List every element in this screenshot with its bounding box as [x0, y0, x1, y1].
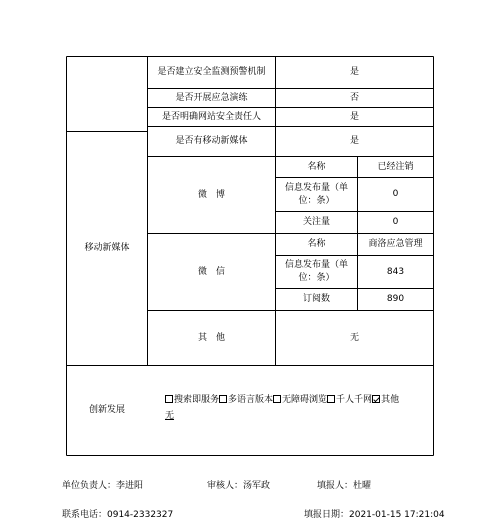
wechat-posts-value: 843 — [386, 266, 405, 277]
new-media-value: 是 — [349, 136, 359, 146]
other-label: 其 他 — [197, 332, 225, 343]
contact-phone: 联系电话：0914-2332327 — [62, 510, 174, 520]
early-warning-value: 是 — [349, 67, 359, 77]
fill-date: 填报日期：2021-01-15 17:21:04 — [304, 510, 445, 520]
reviewer: 审核人：汤军政 — [207, 481, 271, 491]
new-media-label: 是否有移动新媒体 — [175, 136, 248, 146]
checkbox-icon — [165, 395, 173, 403]
unit-leader: 单位负责人：李进阳 — [62, 481, 144, 491]
checkbox-icon — [273, 395, 281, 403]
option-search-service[interactable]: 搜索即服务 — [165, 395, 219, 405]
wechat-name-header: 名称 — [307, 239, 326, 249]
responsible-value: 是 — [349, 111, 359, 122]
option-personalized[interactable]: 千人千网 — [327, 395, 372, 405]
weibo-name-header: 名称 — [307, 161, 326, 172]
wechat-label: 微 信 — [197, 266, 225, 277]
checked-checkbox-icon — [372, 395, 380, 403]
responsible-label: 是否明确网站安全责任人 — [161, 111, 261, 122]
option-multilingual[interactable]: 多语言版本 — [219, 395, 273, 405]
option-accessibility[interactable]: 无障碍浏览 — [273, 395, 327, 405]
wechat-subscribers-value: 890 — [386, 294, 405, 304]
wechat-name-value: 商洛应急管理 — [368, 239, 423, 249]
weibo-followers-value: 0 — [392, 217, 399, 227]
checkbox-icon — [219, 395, 227, 403]
weibo-posts-value: 0 — [392, 189, 399, 199]
weibo-label: 微 博 — [197, 189, 225, 200]
filler: 填报人：杜曜 — [317, 481, 372, 491]
early-warning-label: 是否建立安全监测预警机制 — [157, 67, 266, 77]
weibo-followers-label: 关注量 — [302, 217, 330, 227]
mobile-media-label: 移动新媒体 — [84, 243, 130, 253]
option-other[interactable]: 其他 — [372, 395, 399, 405]
innovation-options — [165, 392, 435, 424]
innovation-other-text: 无 — [165, 411, 175, 421]
drill-value: 否 — [349, 92, 359, 103]
wechat-subscribers-label: 订阅数 — [302, 294, 330, 304]
weibo-name-value: 已经注销 — [377, 161, 414, 172]
drill-label: 是否开展应急演练 — [175, 92, 248, 103]
weibo-posts-label: 信息发布量（单位：条） — [284, 182, 348, 206]
other-value: 无 — [349, 332, 359, 343]
wechat-posts-label: 信息发布量（单位：条） — [284, 260, 348, 283]
innovation-label: 创新发展 — [88, 405, 125, 415]
checkbox-icon — [327, 395, 335, 403]
